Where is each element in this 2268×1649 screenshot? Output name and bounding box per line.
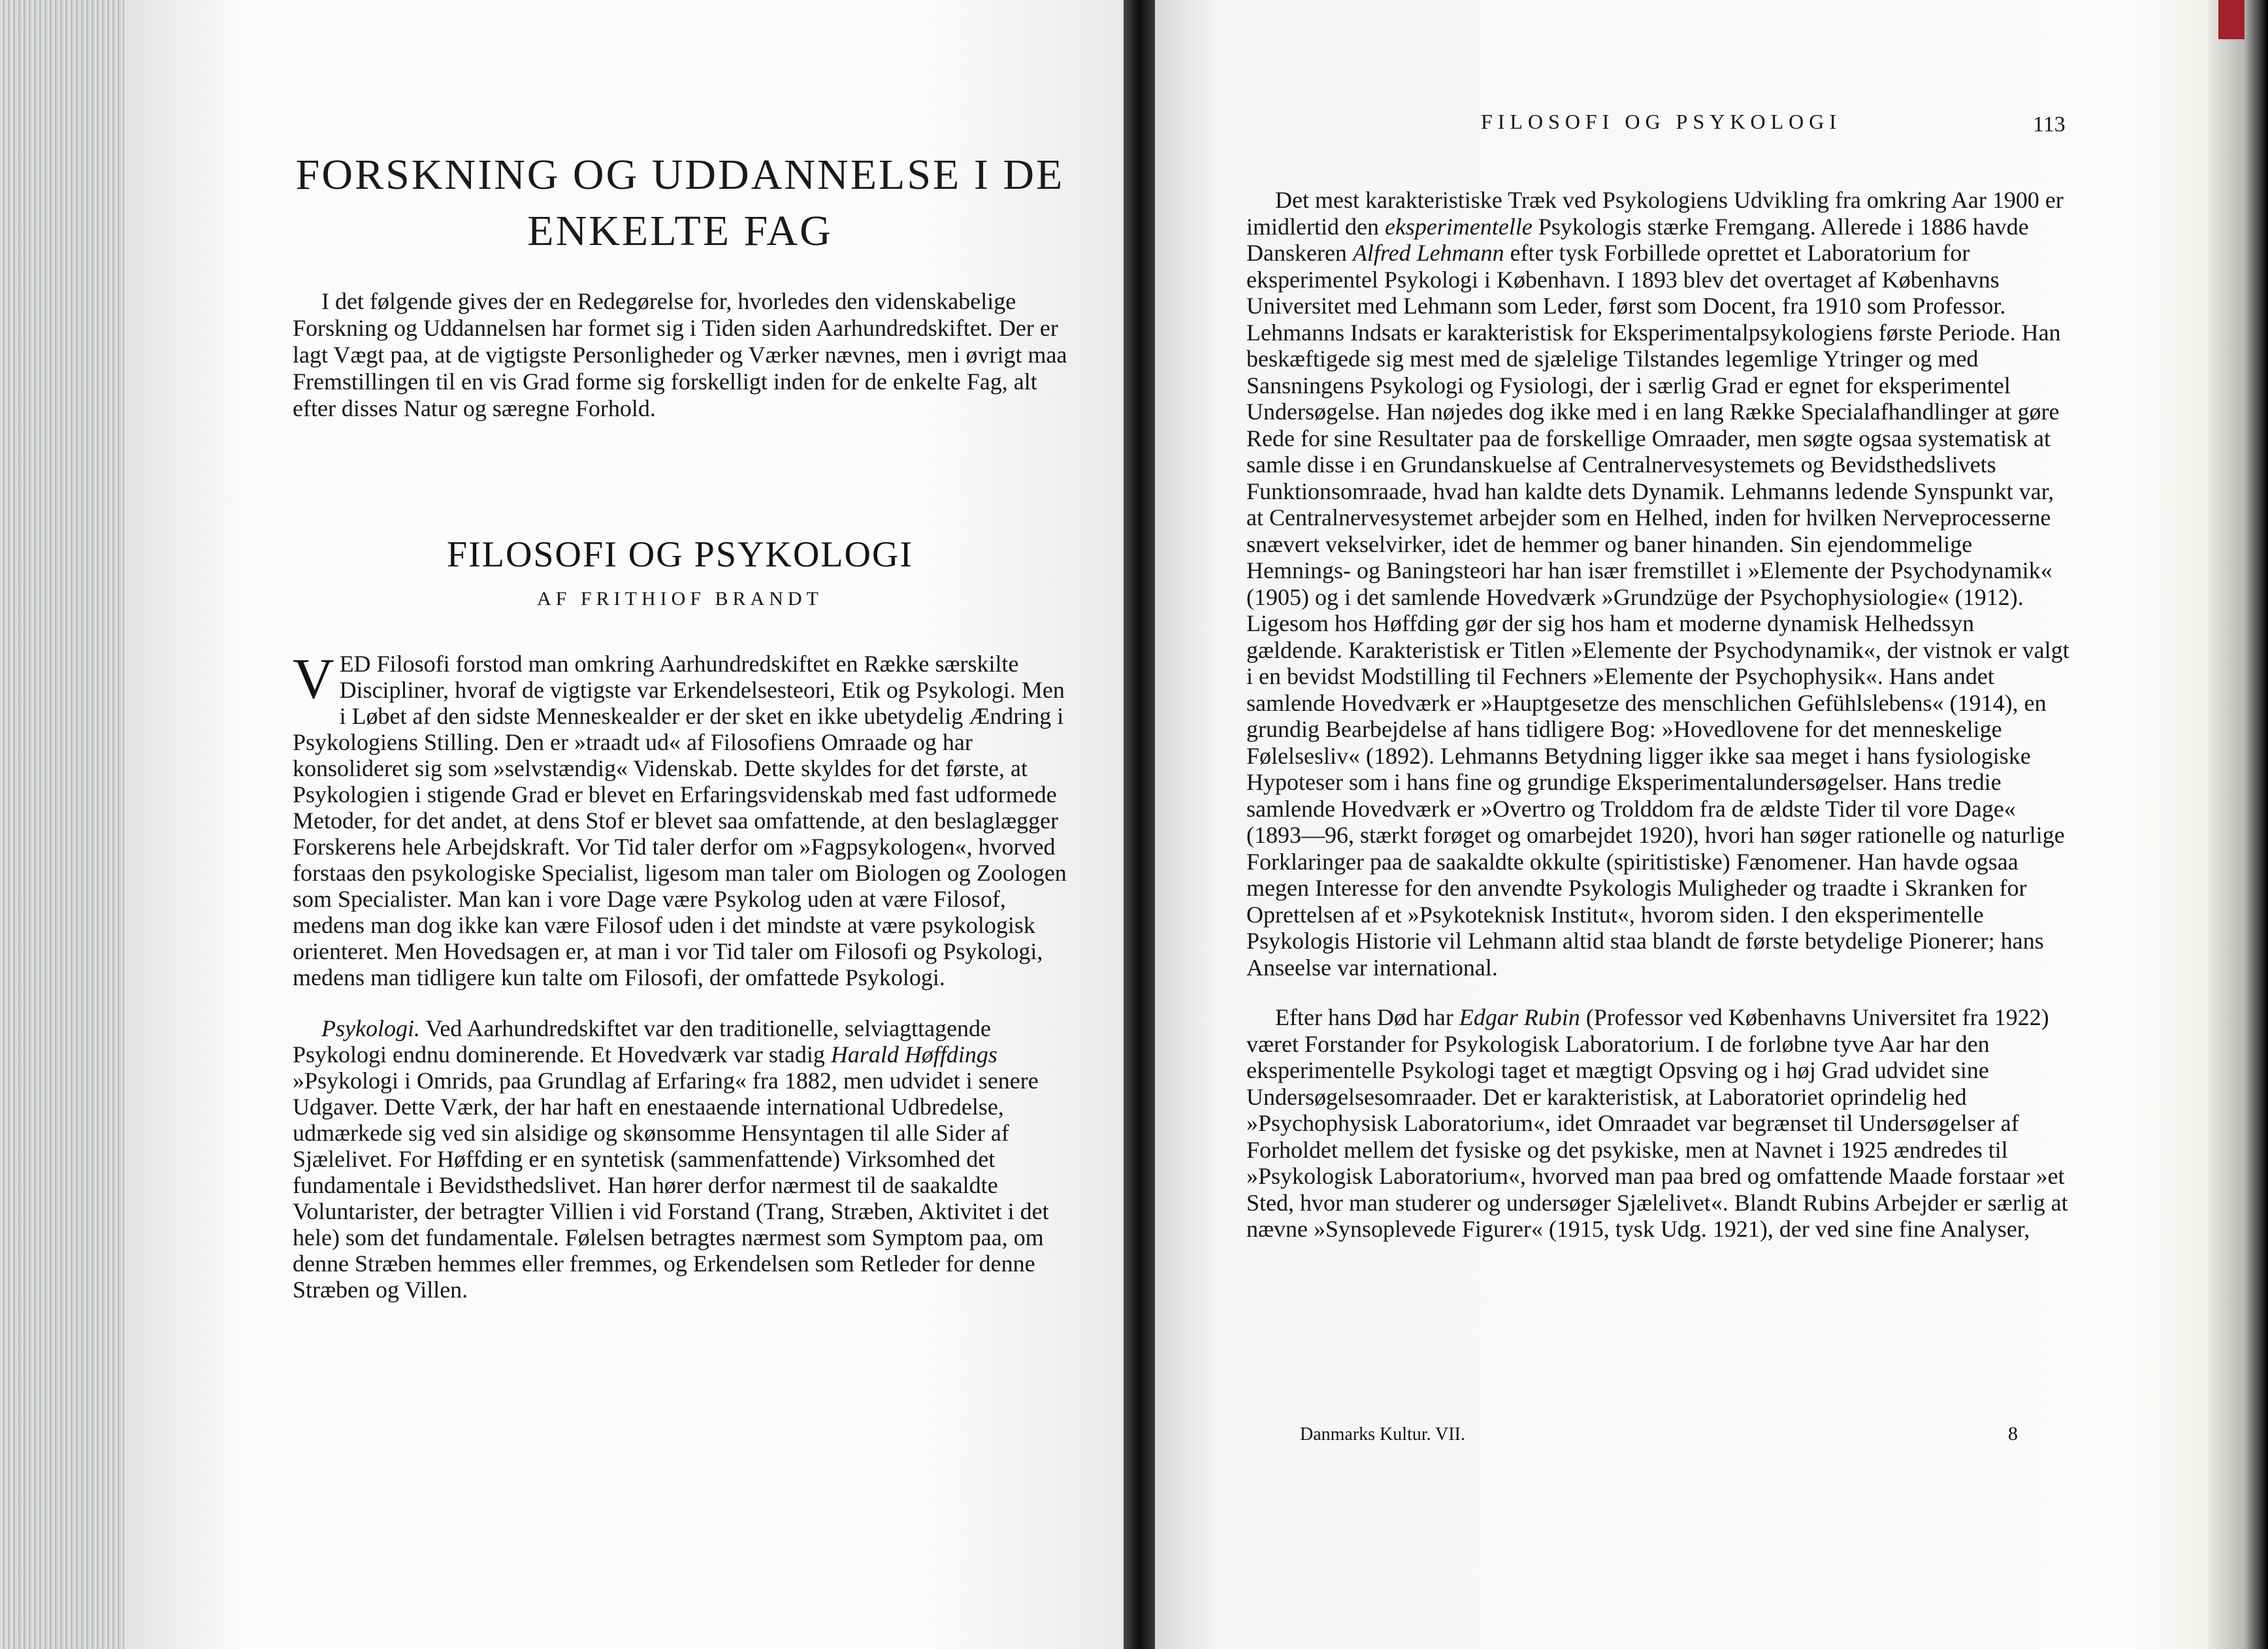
person-name: Alfred Lehmann bbox=[1352, 240, 1504, 266]
paragraph-lehmann bbox=[1246, 187, 2076, 981]
paragraph-text: Psykologis stærke Fremgang. Allerede i 1886 havde Danskeren bbox=[1246, 213, 2029, 266]
drop-cap: V bbox=[293, 647, 334, 711]
paragraph-text: (Professor ved Københavns Universitet fra 1922) været Forstander for Psykologisk Laboratorium. I de forløbne tyve Aar har den eksperimentelle Psykologi taget et mægtigt Opsving og i høj Grad udvidet sine Undersøgelsesomraader. Det er karakteristisk, at Laboratoriet oprindelig hed »Psychophysisk Laboratorium«, idet Omraadet var begrænset til Undersøgelser af Forholdet mellem det fysiske og det psykiske, men at Navnet i 1925 ændredes til »Psykologisk Laboratorium«, hvorved man paa bred og omfattende Maade forstaar »et Sted, hvor man studerer og undersøger Sjælelivet«. Blandt Rubins Arbejder er særlig at nævne »Synsoplevede Figurer« (1915, tysk Udg. 1921), der ved sine fine Analyser, bbox=[1246, 1004, 2068, 1242]
emphasis-text: eksperimentelle bbox=[1384, 213, 1532, 240]
paragraph-filosofi bbox=[293, 647, 1067, 990]
footer-signature: 8 bbox=[2008, 1423, 2018, 1445]
paragraph-lead: Psykologi. bbox=[321, 1015, 420, 1041]
intro-paragraph bbox=[293, 265, 1067, 446]
person-name: Harald Høffdings bbox=[830, 1041, 997, 1068]
book-gutter bbox=[1124, 0, 1155, 1649]
right-page-edge bbox=[2208, 0, 2268, 1649]
cover-corner bbox=[2218, 0, 2244, 39]
main-title: FORSKNING OG UDDANNELSE I DE ENKELTE FAG bbox=[295, 151, 1065, 255]
person-name: Edgar Rubin bbox=[1459, 1004, 1580, 1030]
author-line: AF FRITHIOF BRANDT bbox=[537, 588, 823, 610]
paragraph-rubin bbox=[1246, 1004, 2076, 1243]
right-body bbox=[1246, 163, 2076, 1266]
paragraph-text: Efter hans Død har bbox=[1275, 1004, 1459, 1030]
page-number: 113 bbox=[2033, 112, 2066, 137]
running-head: FILOSOFI OG PSYKOLOGI bbox=[1480, 110, 1842, 133]
paragraph-text: ED Filosofi forstod man omkring Aarhundredskiftet en Række særskilte Discipliner, hvoraf de vigtigste var Erkendelsesteori, Etik og Psykologi. Men i Løbet af den sidste Menneskealder er der sket en ikke ubetydelig Ændring i Psykologiens Stilling. Den er »traadt ud« af Filosofiens Omraade og har konsolideret sig som »selvstændig« Videnskab. Dette skyldes for det første, at Psykologien i stigende Grad er blevet en Erfaringsvidenskab med fast udformede Metoder, for det andet, at dens Stof er blevet saa omfattende, at den beslaglægger Forskerens hele Arbejdskraft. Vor Tid taler derfor om »Fagpsykologen«, hvorved forstaas den psykologiske Specialist, ligesom man taler om Biologen og Zoologen som Specialister. Man kan i vore Dage være Psykolog uden at være Filosof, medens man dog ikke kan være Filosof uden i det mindste at være psykologisk orienteret. Men Hovedsagen er, at man i vor Tid taler om Filosofi og Psykologi, medens man tidligere kun talte om Filosofi, der omfattede Psykologi. bbox=[293, 651, 1067, 990]
footer-source: Danmarks Kultur. VII. bbox=[1300, 1424, 1465, 1445]
paragraph-text: efter tysk Forbillede oprettet et Laboratorium for eksperimentel Psykologi i København. I 1893 blev det overtaget af Københavns Universitet med Lehmann som Leder, først som Docent, fra 1910 som Professor. Lehmanns Indsats er karakteristisk for Eksperimentalpsykologiens første Periode. Han beskæftigede sig mest med de sjælelige Tilstandes legemlige Ytringer og med Sansningens Psykologi og Fysiologi, der i særlig Grad er egnet for eksperimentel Undersøgelse. Han nøjedes dog ikke med i en lang Række Specialafhandlinger at gøre Rede for sine Resultater paa de forskellige Omraader, men søgte ogsaa systematisk at samle disse i en Grundanskuelse af Centralnervesystemets og Bevidsthedslivets Funktionsomraade, hvad han kaldte dets Dynamik. Lehmanns ledende Synspunkt var, at Centralnervesystemet arbejder som en Helhed, inden for hvilken Nerveprocesserne snævert vekselvirker, idet de hemmer og baner hinanden. Sin ejendommelige Hemnings- og Baningsteori har han især fremstillet i »Elemente der Psychodynamik« (1905) og i det samlende Hovedværk »Grundzüge der Psychophysiologie« (1912). Ligesom hos Høffding gør der sig hos ham et moderne dynamisk Helhedssyn gældende. Karakteristisk er Titlen »Elemente der Psychodynamik«, der vistnok er valgt i en bevidst Modstilling til Fechners »Elemente der Psychophysik«. Hans andet samlende Hovedværk er »Hauptgesetze des menschlichen Gefühlslebens« (1914), en grundig Bearbejdelse af hans tidligere Bog: »Hovedlovene for det menneskelige Følelsesliv« (1892). Lehmanns Betydning ligger ikke saa meget i hans fysiologiske Hypoteser som i hans fine og grundige Eksperimentalundersøgelser. Hans tredie samlende Hovedværk er »Overtro og Trolddom fra de ældste Tider til vore Dage« (1893—96, stærkt forøget og omarbejdet 1920), hvori han søger rationelle og naturlige Forklaringer paa de saakaldte okkulte (spiritistiske) Fænomener. Han havde ogsaa megen Interesse for den anvendte Psykologis Muligheder og traadte i Skranken for Oprettelsen af et »Psykoteknisk Institut«, hvorom siden. I den eksperimentelle Psykologis Historie vil Lehmann altid staa blandt de første betydelige Pionerer; hans Anseelse var international. bbox=[1246, 240, 2069, 981]
left-body bbox=[293, 627, 1067, 1326]
paragraph-text: Det mest karakteristiske Træk ved Psykologiens Udvikling fra omkring Aar 1900 er imidlertid den bbox=[1246, 187, 2064, 240]
paragraph-text: Ved Aarhundredskiftet var den traditionelle, selviagttagende Psykologi endnu dominerende. Et Hovedværk var stadig bbox=[293, 1015, 992, 1068]
intro-text: I det følgende gives der en Redegørelse for, hvorledes den videnskabelige Forskning og Uddannelsen har formet sig i Tiden siden Aarhundredskiftet. Der er lagt Vægt paa, at de vigtigste Personligheder og Værker nævnes, men i øvrigt maa Fremstillingen til en vis Grad forme sig forskelligt inden for de enkelte Fag, alt efter disses Natur og særegne Forhold. bbox=[293, 288, 1067, 421]
paragraph-psykologi bbox=[293, 1015, 1067, 1303]
paragraph-text: »Psykologi i Omrids, paa Grundlag af Erfaring« fra 1882, men udvidet i senere Udgaver. Dette Værk, der har haft en enestaaende international Udbredelse, udmærkede sig ved sin alsidige og skønsomme Hensyntagen til alle Sider af Sjælelivet. For Høffding er en syntetisk (sammenfattende) Virksomhed det fundamentale i Bevidsthedslivet. Han hører derfor nærmest til de saakaldte Voluntarister, der betragter Villien i vid Forstand (Trang, Stræben, Aktivitet i det hele) som det fundamentale. Følelsen betragtes nærmest som Symptom paa, om denne Stræben hemmes eller fremmes, og Erkendelsen som Retleder for denne Stræben og Villen. bbox=[293, 1068, 1049, 1303]
section-title: FILOSOFI OG PSYKOLOGI bbox=[446, 534, 914, 575]
